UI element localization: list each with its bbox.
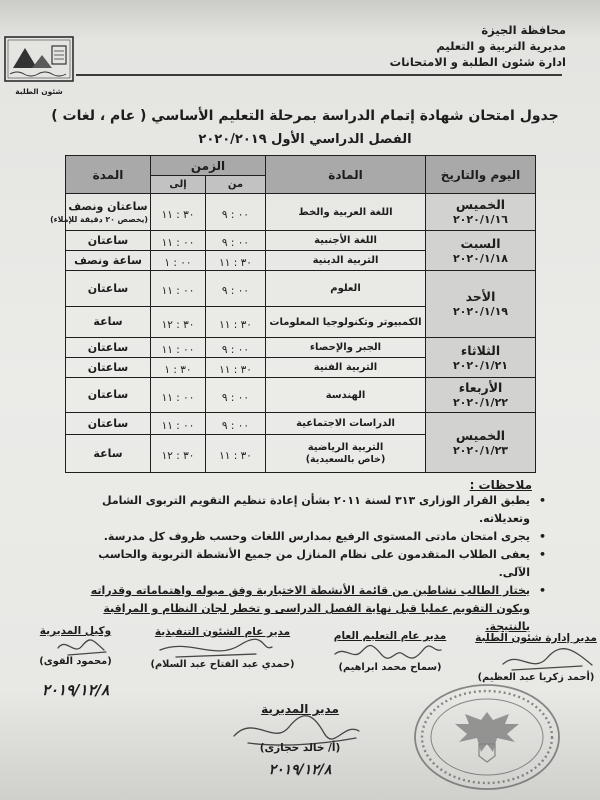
exam-date: ٢٠٢٠/١/٢٣ [452,443,509,457]
start-time-cell [206,378,266,413]
start-time: ٩ : ٠٠ [221,237,250,249]
duration: ساعتان [87,233,129,247]
header-duration: المدة [66,156,151,194]
start-time-cell [206,251,266,271]
note-item [72,582,546,636]
signature-title: وكيل المديرية [39,625,112,637]
signature-title: مدير إدارة شئون الطلبة [475,632,597,644]
start-time-cell [206,231,266,251]
header-from: من [206,176,266,194]
schedule-row [66,231,536,251]
exam-day: الخميس [455,427,506,443]
schedule-header [66,156,536,194]
start-time: ١١ : ٣٠ [219,257,252,269]
document-subtitle: الفصل الدراسي الأول ٢٠٢٠/٢٠١٩ [198,132,412,147]
exam-day: الأربعاء [458,380,503,395]
start-time: ١١ : ٣٠ [219,450,252,462]
end-time-cell [151,251,206,271]
duration: ساعتان [87,281,129,295]
exam-date: ٢٠٢٠/١/١٩ [452,305,509,318]
notes-list [72,492,546,636]
schedule-row [66,194,536,231]
exam-date: ٢٠٢٠/١/٢١ [452,358,509,372]
end-time: ١٢ : ٣٠ [161,318,195,331]
end-time-cell [151,358,206,378]
end-time: ١١ : ٠٠ [161,391,195,404]
header-day-date: اليوم والتاريخ [426,156,536,194]
governorate-name: محافظة الجيزة [481,23,566,37]
header-divider [76,74,562,76]
subject-name: الكمبيوتر وتكنولوجيا المعلومات [269,316,422,328]
duration-cell [50,194,151,231]
emblem-icon [2,34,76,86]
signature-student-affairs [474,630,598,702]
subject-cell [266,251,426,271]
schedule-body [50,194,536,473]
end-time: ١ : ٠٠ [164,257,192,269]
bullet-icon [539,582,546,600]
signatory-name: (حمدي عبد الفتاح عبد السلام) [150,659,295,670]
duration-cell [66,358,151,378]
schedule-row [66,413,536,435]
note-text: يختار الطالب نشاطين من قائمة الأنشطة الاختيارية وفق ميوله واهتماماته وقدراته ويكون التقويم عمليا قبل نهاية الفصل الدراسى و تخطر لجان النظام و المراقبة بالنتيجة. [90,584,530,633]
document-title: جدول امتحان شهادة إتمام الدراسة بمرحلة التعليم الأساسي ( عام ، لغات ) [51,108,559,124]
duration-note: (يخصص ٢٠ دقيقة للإملاء) [50,214,148,224]
subject-name: العلوم [330,283,361,294]
duration-cell [66,378,151,413]
note-text: يجرى امتحان مادتى المستوى الرفيع بمدارس اللغات وحسب ظروف كل مدرسة. [103,530,530,543]
exam-date: ٢٠٢٠/١/٢٢ [452,396,509,409]
eagle-icon [455,712,519,752]
subject-cell [266,194,426,231]
signature-general-education [325,628,455,700]
duration: ساعتان [87,416,129,430]
end-time-cell [151,378,206,413]
end-time-cell [151,435,206,473]
subject-name: التربية الفنية [313,362,378,373]
exam-day: السبت [460,235,501,251]
signature-date: ٢٠١٩/١٢/٨ [41,681,110,699]
note-item [72,492,546,528]
day-date-cell [426,194,536,231]
end-time: ١١ : ٠٠ [161,344,195,356]
duration-cell [66,435,151,473]
subject-name: الدراسات الاجتماعية [296,418,395,429]
duration: ساعة [93,315,123,328]
header-block [336,22,566,70]
header-time: الزمن [151,156,266,176]
exam-date: ٢٠٢٠/١/١٦ [452,213,509,226]
note-item [72,528,546,546]
start-time: ٩ : ٠٠ [221,208,250,221]
duration: ساعتان ونصف [68,199,148,213]
bullet-icon [539,528,546,546]
duration-cell [66,231,151,251]
schedule-row [66,338,536,358]
bullet-icon [539,492,546,510]
exam-schedule-table [50,155,536,473]
header-subject: المادة [266,156,426,194]
department-name: ادارة شئون الطلبة و الامتحانات [389,55,566,69]
exam-date: ٢٠٢٠/١/١٨ [452,251,509,265]
signature-director [225,700,375,790]
start-time: ٩ : ٠٠ [221,420,250,432]
end-time-cell [151,307,206,338]
start-time: ٩ : ٠٠ [221,391,250,404]
start-time-cell [206,413,266,435]
start-time: ٩ : ٠٠ [221,344,250,356]
subject-cell [266,338,426,358]
note-text: يطبق القرار الوزارى ٣١٣ لسنة ٢٠١١ بشأن إعادة تنظيم التقويم التربوى الشامل وتعديلاته. [102,494,530,525]
start-time-cell [206,358,266,378]
subject-name: الهندسة [325,389,366,401]
duration: ساعة [93,446,123,460]
duration-cell [66,251,151,271]
start-time-cell [206,307,266,338]
exam-day: الثلاثاء [460,342,501,358]
bullet-icon [539,546,546,564]
exam-day: الخميس [455,197,506,212]
start-time: ١١ : ٣٠ [219,364,252,376]
signature-executive-affairs [145,624,300,696]
end-time: ١١ : ٠٠ [161,420,195,432]
duration: ساعتان [87,340,129,354]
subject-cell [266,378,426,413]
start-time-cell [206,435,266,473]
subject-cell [266,271,426,307]
start-time: ١١ : ٣٠ [219,318,252,331]
department-logo [2,34,76,100]
subject-cell [266,413,426,435]
subject-name: التربية الرياضية [307,442,384,453]
end-time-cell [151,231,206,251]
schedule-row [66,271,536,307]
end-time-cell [151,413,206,435]
duration-cell [66,338,151,358]
end-time: ١ : ٣٠ [164,364,192,376]
end-time: ١١ : ٠٠ [161,237,195,249]
header-to: إلى [151,176,206,194]
signatory-name: (سماح محمد ابراهيم) [338,662,442,673]
duration: ساعة ونصف [74,253,142,267]
duration: ساعتان [87,360,129,374]
note-item [72,546,546,582]
subject-name: الجبر والإحصاء [309,342,382,353]
notes-heading: ملاحظات : [469,478,532,492]
subject-cell [266,307,426,338]
subject-cell [266,435,426,473]
signatory-name: (أحمد زكريا عبد العظيم) [477,672,595,683]
signatory-name: (محمود القوى) [39,656,112,667]
end-time-cell [151,194,206,231]
day-date-cell [426,231,536,271]
signature-title: مدير عام الشئون التنفيذية [154,626,291,638]
duration-cell [66,413,151,435]
start-time: ٩ : ٠٠ [221,285,250,297]
subject-name: اللغة العربية والخط [298,206,393,218]
end-time-cell [151,338,206,358]
directorate-name: مديرية التربية و التعليم [436,39,566,53]
day-date-cell [426,338,536,378]
director-name: (أ/ خالد حجازى) [259,742,341,754]
subject-name: اللغة الأجنبية [314,235,377,246]
subject-cell [266,231,426,251]
director-date: ٢٠١٩/١٢/٨ [268,762,332,778]
day-date-cell [426,413,536,473]
duration-cell [66,307,151,338]
director-title: مدير المديرية [261,702,339,716]
day-date-cell [426,378,536,413]
end-time: ١١ : ٣٠ [161,208,195,221]
end-time: ١٢ : ٣٠ [161,450,195,462]
duration: ساعتان [87,388,129,401]
subject-name: التربية الدينية [312,255,379,266]
note-text: يعفى الطلاب المتقدمون على نظام المنازل من جميع الأنشطة التربوية والحاسب الآلى. [98,548,530,579]
end-time: ١١ : ٠٠ [161,285,195,297]
subject-cell [266,358,426,378]
schedule-row [66,378,536,413]
exam-day: الأحد [465,289,496,304]
subject-note: (خاص بالسعيدية) [305,454,386,465]
start-time-cell [206,271,266,307]
duration-cell [66,271,151,307]
end-time-cell [151,271,206,307]
signature-deputy [18,623,133,699]
header-row [66,156,536,176]
logo-caption: شئون الطلبة [15,87,63,96]
start-time-cell [206,194,266,231]
start-time-cell [206,338,266,358]
signature-title: مدير عام التعليم العام [333,630,447,642]
day-date-cell [426,271,536,338]
